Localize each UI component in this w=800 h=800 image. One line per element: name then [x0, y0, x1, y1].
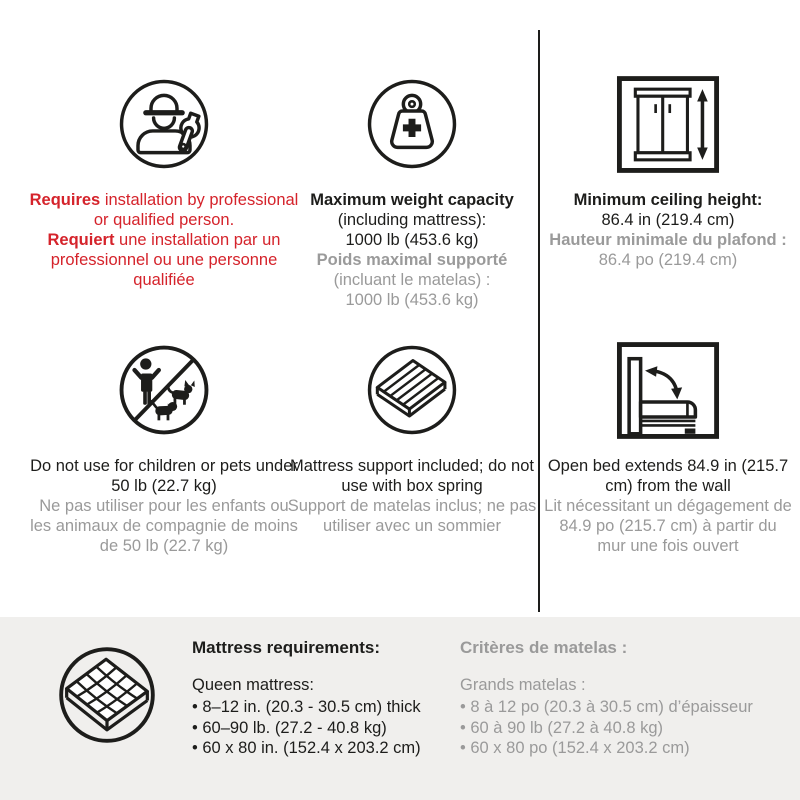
ceiling-height-text: [540, 190, 796, 270]
mattress-requirements-en: [192, 637, 462, 759]
spec-size-fr: • 60 x 80 po (152.4 x 203.2 cm): [460, 738, 780, 759]
spec-size-en: • 60 x 80 in. (152.4 x 203.2 cm): [192, 738, 462, 759]
mattress-support-text-fr: Support de matelas inclus; ne pas utiliser avec un sommier: [287, 497, 537, 535]
ceiling-height-title-fr: Hauteur minimale du plafond :: [549, 231, 787, 249]
weight-capacity-line-fr: (incluant le matelas) :: [333, 271, 491, 289]
weight-capacity-value-fr: 1000 lb (453.6 kg): [345, 291, 479, 309]
weight-icon: [360, 72, 464, 176]
ceiling-height-icon: [615, 72, 721, 176]
cell-installation: [28, 72, 300, 290]
ceiling-height-value-en: 86.4 in (219.4 cm): [601, 211, 735, 229]
ceiling-height-value-fr: 86.4 po (219.4 cm): [598, 251, 738, 269]
spec-thickness-en: • 8–12 in. (20.3 - 30.5 cm) thick: [192, 697, 462, 718]
cell-mattress-support: [286, 338, 538, 536]
mattress-requirements-title-en: Mattress requirements:: [192, 638, 381, 657]
mattress-support-icon: [360, 338, 464, 442]
mattress-icon: [52, 640, 162, 750]
installation-text-fr: Requiert une installation par un professionnel ou une personne qualifiée: [47, 231, 281, 289]
spec-weight-en: • 60–90 lb. (27.2 - 40.8 kg): [192, 718, 462, 739]
mattress-requirements-fr: [460, 637, 780, 759]
no-children-pets-icon: [112, 338, 216, 442]
mattress-type-fr: Grands matelas :: [460, 676, 586, 694]
cell-no-children-pets: [28, 338, 300, 556]
cell-weight-capacity: [286, 72, 538, 310]
spec-thickness-fr: • 8 à 12 po (20.3 à 30.5 cm) d’épaisseur: [460, 697, 780, 718]
open-bed-text-fr: Lit nécessitant un dégagement de 84.9 po (215.7 cm) à partir du mur une fois ouvert: [544, 497, 792, 555]
installation-text: [28, 190, 300, 290]
no-children-pets-text-en: Do not use for children or pets under 50 lb (22.7 kg): [30, 457, 298, 495]
mattress-specs-fr: [460, 697, 780, 759]
no-children-pets-text-fr: Ne pas utiliser pour les enfants ou les animaux de compagnie de moins de 50 lb (22.7 kg): [30, 497, 298, 555]
no-children-pets-text: [28, 456, 300, 556]
mattress-specs-en: [192, 697, 462, 759]
mattress-support-text-en: Mattress support included; do not use with box spring: [290, 457, 534, 495]
open-bed-clearance-text: [544, 456, 792, 556]
weight-capacity-value-en: 1000 lb (453.6 kg): [345, 231, 479, 249]
spec-weight-fr: • 60 à 90 lb (27.2 à 40.8 kg): [460, 718, 780, 739]
open-bed-text-en: Open bed extends 84.9 in (215.7 cm) from the wall: [547, 457, 789, 495]
weight-capacity-text: [286, 190, 538, 310]
ceiling-height-title-en: Minimum ceiling height:: [573, 191, 763, 209]
open-bed-icon: [615, 338, 721, 442]
installer-icon: [112, 72, 216, 176]
cell-ceiling-height: [540, 72, 796, 270]
mattress-requirements-section: [0, 617, 800, 800]
mattress-support-text: [286, 456, 538, 536]
mattress-requirements-title-fr: Critères de matelas :: [460, 638, 628, 657]
cell-open-bed-clearance: [544, 338, 792, 556]
mattress-type-en: Queen mattress:: [192, 676, 314, 694]
installation-text-en: Requires installation by professional or qualified person.: [29, 191, 299, 229]
weight-capacity-title-en: Maximum weight capacity: [310, 191, 514, 209]
weight-capacity-line-en: (including mattress):: [337, 211, 487, 229]
weight-capacity-title-fr: Poids maximal supporté: [316, 251, 508, 269]
